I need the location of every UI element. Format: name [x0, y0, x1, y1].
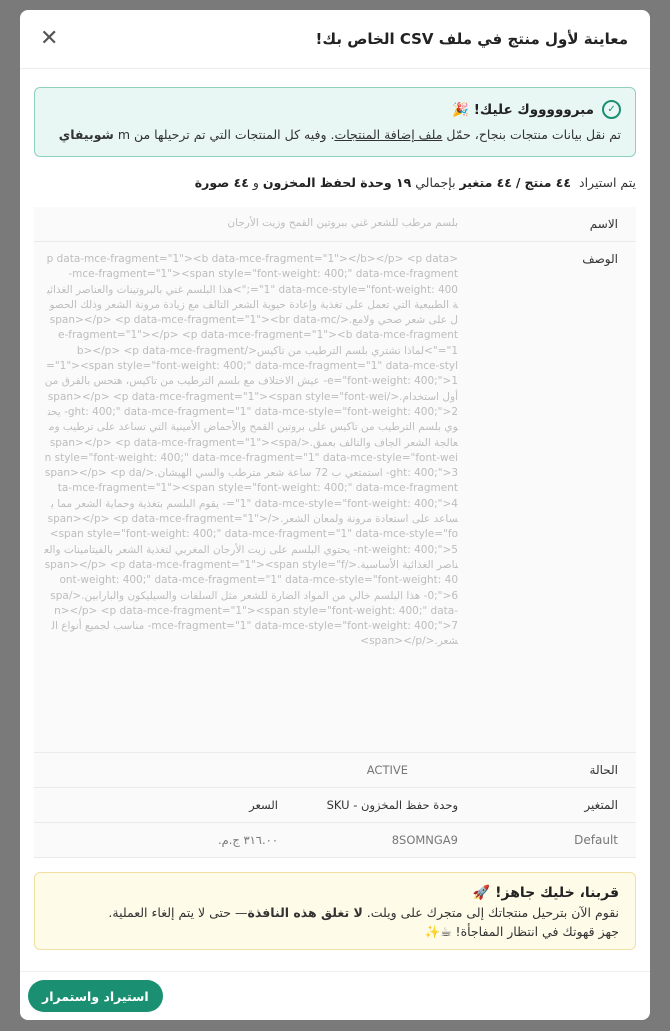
- table-row: [34, 823, 636, 858]
- ready-message-2: جهز قهوتك في انتظار المفاجأة! ☕✨: [424, 924, 619, 939]
- close-icon[interactable]: ✕: [40, 26, 59, 51]
- product-preview-table: [34, 207, 636, 858]
- modal-header: [20, 10, 650, 69]
- import-summary: يتم استيراد ٤٤ منتج / ٤٤ متغير بإجمالي ١٩ وحدة لحفظ المخزون و ٤٤ صورة: [194, 175, 636, 190]
- description-value: <p data-mce-fragment="1"><b data-mce-fragment="1"></b></p> <p data-mce-fragment="1"><span style="font-weight: 400;" data-mce-fragment="1" data-mce-style="font-weight: 400;">هذا البلسم غني بالبروتينات والعناصر الغذائية الطبيعية التي تعمل على تغذية وإعادة حيوية الشعر التالف مع زيادة مرونة الشعر وذلك الحصول على شعر صحي ولامع.</span></p> <p data-mce-fragment="1"><br data-mce-fragment="1"></p> <p data-mce-fragment="1"><b data-mce-fragment="1">لماذا تشتري بلسم الترطيب من تاكيس</b></p> <p data-mce-fragment="1"><span style="font-weight: 400;" data-mce-fragment="1" data-mce-style="font-weight: 400;">1- عيش الاختلاف مع بلسم الترطيب من تاكيس، هتحس بالفرق من أول استخدام.</span></p> <p data-mce-fragment="1"><span style="font-weight: 400;" data-mce-fragment="1" data-mce-style="font-weight: 400;">2- يحتوي بلسم الترطيب من تاكيس على بروتين القمح والأحماض الأمينية التي تساعد على ترطيب ومعالجة الشعر الجاف والتالف بعمق.</span></p> <p data-mce-fragment="1"><span style="font-weight: 400;" data-mce-fragment="1" data-mce-style="font-weight: 400;">3- استمتعي ب 72 ساعة شعر مترطب والسي الهيشان.</span></p> <p data-mce-fragment="1"><span style="font-weight: 400;" data-mce-fragment="1" data-mce-style="font-weight: 400;">4- يقوم البلسم بتغذية وحماية الشعر مما يساعد على استعادة مرونة ولمعان الشعر.</span></p> <p data-mce-fragment="1"><span style="font-weight: 400;" data-mce-fragment="1" data-mce-style="font-weight: 400;">5- يحتوي البلسم على زيت الأرجان المغربي لتغذية الشعر بالفيتامينات والعناصر الغذائية الأساسية.</span></p> <p data-mce-fragment="1"><span style="font-weight: 400;" data-mce-fragment="1" data-mce-style="font-weight: 400;">6- هذا البلسم خالي من المواد الضارة للشعر مثل السلفات والسيليكون والبارابين.</span></p> <p data-mce-fragment="1"><span style="font-weight: 400;" data-mce-fragment="1" data-mce-style="font-weight: 400;">7- مناسب لجميع أنواع الشعر.</span></p>: [44, 253, 458, 648]
- sku-value: 8SOMNGA9: [391, 833, 458, 847]
- ready-title: قربنا، خليك جاهز! 🚀: [472, 885, 619, 901]
- price-header: السعر: [249, 798, 278, 812]
- skus-count: ١٩ وحدة لحفظ المخزون: [262, 175, 412, 190]
- table-row: [34, 242, 636, 753]
- table-row: [34, 207, 636, 242]
- add-products-file-link[interactable]: ملف إضافة المنتجات: [334, 127, 443, 142]
- variant-value: Default: [574, 833, 618, 847]
- name-label: الاسم: [589, 217, 618, 231]
- brand-name: شوبيفاي: [58, 127, 114, 142]
- variant-label: المتغير: [584, 798, 618, 812]
- table-row: [34, 788, 636, 823]
- status-value: ACTIVE: [366, 763, 408, 777]
- status-label: الحالة: [589, 763, 618, 777]
- ready-message: نقوم الآن بترحيل منتجاتك إلى متجرك على ويلت. لا تغلق هذه النافذة— حتى لا يتم إلغاء العملية.: [108, 905, 619, 920]
- images-count: ٤٤ صورة: [194, 175, 249, 190]
- name-value: بلسم مرطب للشعر غني ببروتين القمح وزيت الأرجان: [227, 217, 458, 229]
- sku-header: وحدة حفظ المخزون - SKU: [326, 798, 458, 812]
- ready-notice: [34, 872, 636, 950]
- table-row: [34, 753, 636, 788]
- variants-count: ٤٤ متغير: [459, 175, 512, 190]
- preview-modal: [20, 10, 650, 1020]
- modal-title: معاينة لأول منتج في ملف CSV الخاص بك!: [315, 30, 628, 48]
- check-circle-icon: ✓: [602, 100, 621, 119]
- description-label: الوصف: [582, 252, 618, 266]
- modal-footer: [20, 971, 650, 1020]
- success-message: تم نقل بيانات منتجات بنجاح، حمّل ملف إضافة المنتجات. وفيه كل المنتجات التي تم ترحيلها من m شوبيفاي: [58, 127, 621, 142]
- success-alert: [34, 87, 636, 157]
- import-and-continue-button[interactable]: استيراد واستمرار: [28, 980, 163, 1012]
- price-value: ٣١٦.٠٠ ج.م.: [217, 833, 278, 847]
- products-count: ٤٤ منتج: [524, 175, 572, 190]
- success-title: مبروووووك عليك! 🎉: [452, 101, 594, 118]
